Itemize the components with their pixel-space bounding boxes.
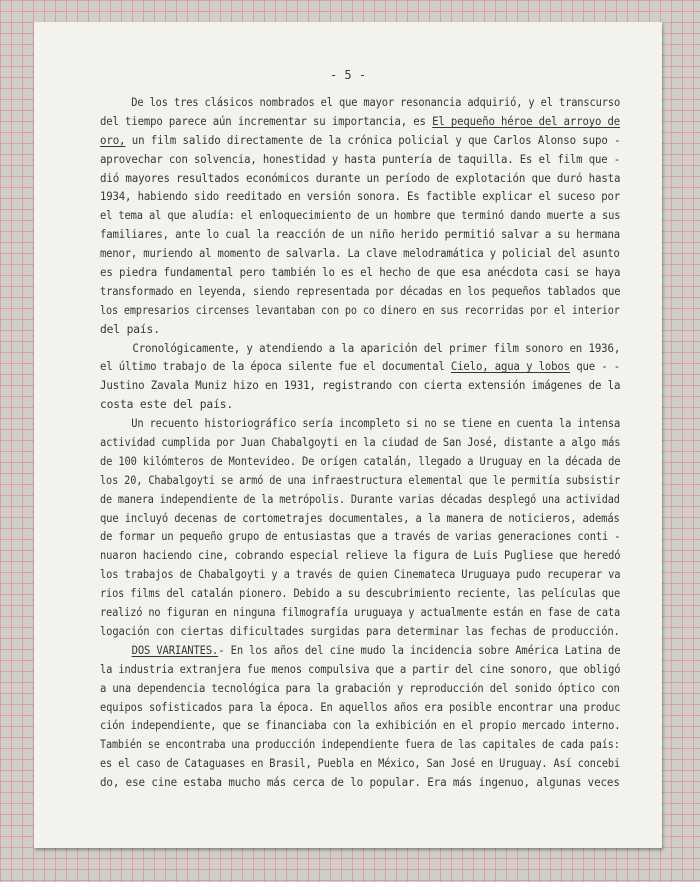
text-segment: los 20, Chabalgoyti se armó de una infraestructura elemental que le permitía subsistir <box>100 473 621 487</box>
text-segment: los empresarios circenses levantaban con po co dinero en sus recorridas por el interior <box>100 303 620 317</box>
text-line <box>100 453 621 472</box>
text-line <box>100 491 620 510</box>
text-segment: actividad cumplida por Juan Chabalgoyti en la ciudad de San José, distante a algo más <box>100 436 621 450</box>
text-segment: Justino Zavala Muniz hizo en 1931, registrando con cierta extensión imágenes de la <box>100 379 621 393</box>
text-segment: de formar un pequeño grupo de entusiastas que a través de varias generaciones conti - <box>100 530 621 544</box>
text-line <box>100 434 621 453</box>
underlined-title: Cielo, agua y lobos <box>450 360 570 374</box>
text-line <box>100 151 621 170</box>
text-line <box>100 358 621 377</box>
page-number: - 5 - <box>329 68 367 82</box>
text-segment: a una dependencia tecnológica para la grabación y reproducción del sonido óptico con <box>100 681 620 695</box>
text-segment: es el caso de Cataguases en Brasil, Puebla en México, San José en Uruguay. Así concebi <box>100 757 621 771</box>
text-line <box>100 472 621 491</box>
text-line <box>100 680 620 699</box>
text-line <box>100 113 621 132</box>
text-segment: los trabajos de Chabalgoyti y a través de quien Cinemateca Uruguaya pudo recuperar va <box>100 568 621 582</box>
text-line <box>100 188 621 207</box>
text-line <box>100 415 621 434</box>
typewritten-page <box>34 22 662 848</box>
text-line <box>100 585 621 604</box>
text-line <box>100 774 620 793</box>
text-line <box>100 207 621 226</box>
text-line <box>100 132 621 151</box>
text-segment: familiares, ante lo cual la reacción de un niño herido permitió salvar a su hermana <box>100 228 621 242</box>
text-segment: equipos sofisticados para la época. En aquellos años era posible encontrar una produc <box>100 700 621 714</box>
text-line <box>100 566 621 585</box>
text-line <box>100 321 620 340</box>
text-line <box>100 528 621 547</box>
text-segment: del tiempo parece aún incrementar su importancia, es <box>100 114 433 128</box>
text-line <box>100 642 621 661</box>
text-segment: rios films del catalán pionero. Debido a su descubrimiento reciente, las películas que <box>100 587 621 601</box>
text-line <box>100 340 621 359</box>
text-line <box>100 510 620 529</box>
text-line <box>100 755 621 774</box>
text-line <box>100 661 621 680</box>
text-segment: realizó no figuran en ninguna filmografía uruguaya y actualmente están en fase de cata <box>100 606 621 620</box>
text-line <box>100 736 620 755</box>
text-segment: Un recuento historiográfico sería incompleto si no se tiene en cuenta la intensa <box>131 417 621 431</box>
text-segment: que - - <box>569 360 621 374</box>
text-line <box>100 396 620 415</box>
text-segment: aprovechar con solvencia, honestidad y hasta puntería de taquilla. Es el film que - <box>100 152 621 166</box>
text-segment: nuaron haciendo cine, cobrando especial relieve la figura de Luis Pugliese que heredó <box>100 549 621 563</box>
text-segment: Cronológicamente, y atendiendo a la aparición del primer film sonoro en 1936, <box>132 341 621 355</box>
text-segment: es piedra fundamental pero también lo es el hecho de que esa anécdota casi se haya <box>100 266 621 280</box>
text-segment: costa este del país. <box>100 398 234 412</box>
text-line <box>100 604 621 623</box>
text-line <box>100 717 621 736</box>
text-segment: que incluyó decenas de cortometrajes documentales, a la manera de noticieros, además <box>100 511 620 525</box>
text-segment: de manera independiente de la metrópolis. Durante varias décadas desplegó una actividad <box>100 492 620 506</box>
text-segment: la industria extranjera fue menos compulsiva que a partir del cine sonoro, que obligó <box>100 662 621 676</box>
text-segment: transformado en leyenda, siendo representada por décadas en los pequeños tablados que <box>100 284 621 298</box>
text-line <box>100 547 621 566</box>
underlined-title: El pequeño héroe del arroyo de <box>432 114 621 128</box>
text-segment: un film salido directamente de la crónica policial y que Carlos Alonso supo - <box>125 133 621 147</box>
text-line <box>100 302 620 321</box>
text-line <box>100 170 621 189</box>
text-segment: el tema al que aludía: el enloquecimiento de un hombre que terminó dando muerte a sus <box>100 209 621 223</box>
text-segment: do, ese cine estaba mucho más cerca de lo popular. Era más ingenuo, algunas veces <box>100 776 620 790</box>
text-line <box>100 283 621 302</box>
text-segment: ción independiente, que se financiaba con la exhibición en el propio mercado interno. <box>100 719 621 733</box>
text-segment: de 100 kilómteros de Montevideo. De orígen catalán, llegado a Uruguay en la década de <box>100 454 621 468</box>
text-line <box>100 226 621 245</box>
text-line <box>100 699 621 718</box>
text-segment: el último trabajo de la época silente fue el documental <box>100 360 451 374</box>
text-line <box>100 377 621 396</box>
text-segment: También se encontraba una producción independiente fuera de las capitales de cada país: <box>100 738 620 752</box>
text-line <box>100 245 620 264</box>
text-segment: 1934, habiendo sido reeditado en versión sonora. Es factible explicar el suceso por <box>100 190 621 204</box>
underlined-title: DOS VARIANTES. <box>131 643 219 657</box>
text-line <box>100 94 621 113</box>
text-segment: del país. <box>100 322 160 336</box>
text-segment: - En los años del cine mudo la incidencia sobre América Latina de <box>218 643 621 657</box>
text-line <box>100 264 621 283</box>
body-text <box>100 94 620 793</box>
text-segment: dió mayores resultados económicos durante un período de explotación que duró hasta <box>100 171 621 185</box>
underlined-title: oro, <box>100 133 126 147</box>
text-segment: logación con ciertas dificultades surgidas para determinar las fechas de producción. <box>100 624 620 638</box>
text-line <box>100 623 620 642</box>
text-segment: De los tres clásicos nombrados el que mayor resonancia adquirió, y el transcurso <box>131 96 621 109</box>
text-segment: menor, muriendo al momento de salvarla. La clave melodramática y policial del asunto <box>100 247 620 261</box>
